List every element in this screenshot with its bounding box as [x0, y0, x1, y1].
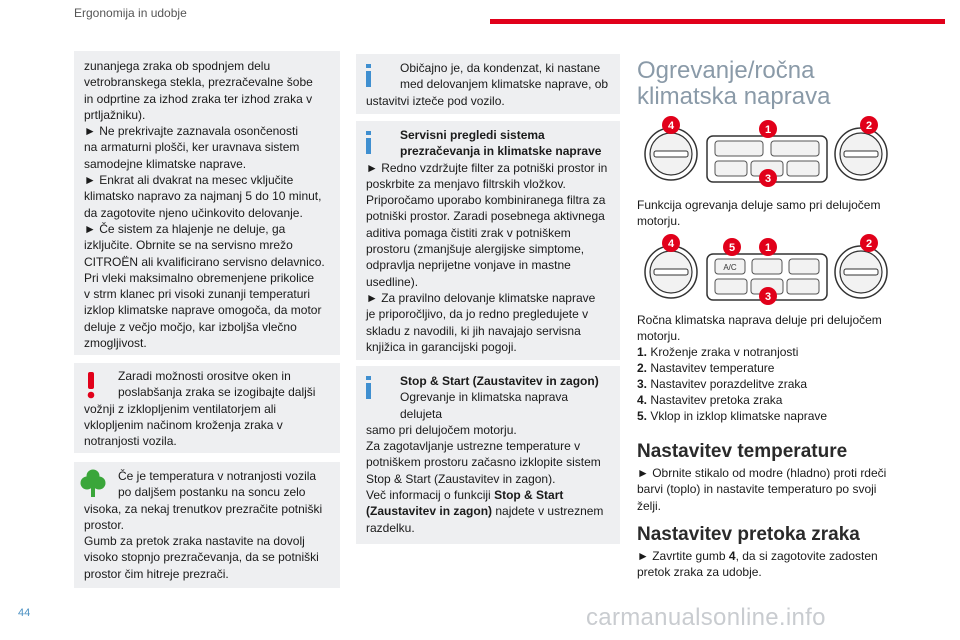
- temperature-heading: Nastavitev temperature: [637, 441, 848, 462]
- temperature-knob: [835, 246, 887, 298]
- page-number: 44: [18, 607, 31, 619]
- text-line: Gumb za pretok zraka nastavite na dovolj: [84, 534, 305, 549]
- text-line: vožnji z izklopljenim ventilatorjem ali: [84, 401, 277, 416]
- text-line: vetrobranskega stekla, prezračevalne šobe: [84, 75, 313, 90]
- text-line: vklopljenim načinom kroženja zraka v: [84, 417, 283, 432]
- svg-text:4: 4: [667, 238, 675, 250]
- text-line: (Zaustavitev in zagon) najdete v ustreznem: [366, 504, 604, 519]
- info-icon: [362, 62, 376, 88]
- text-line: Stop & Start (Zaustavitev in zagon).: [366, 471, 556, 486]
- ac-controls-figure: [637, 232, 895, 308]
- text-line: samodejne klimatske naprave.: [84, 156, 247, 171]
- list-item: 1. Kroženje zraka v notranjosti: [637, 345, 799, 359]
- text-line: ► Enkrat ali dvakrat na mesec vključite: [84, 173, 294, 188]
- eco-leaf-icon: [80, 468, 106, 498]
- list-item: 3. Nastavitev porazdelitve zraka: [637, 377, 808, 391]
- svg-text:3: 3: [764, 291, 772, 303]
- callout-4: [662, 116, 680, 134]
- text-line: prostor čim hitreje prezrači.: [84, 566, 229, 581]
- ac-button-label: A/C: [723, 263, 737, 272]
- svg-text:5: 5: [728, 242, 736, 254]
- text-line: Običajno je, da kondenzat, ki nastane: [400, 61, 601, 75]
- watermark: carmanualsonline.info: [586, 604, 826, 631]
- text-line: odpravlja neprijetne vonjave in mastne: [366, 258, 571, 273]
- info-title: Servisni pregledi sistema: [400, 128, 545, 142]
- condensation-info-box: [356, 54, 620, 114]
- figure2-caption: Ročna klimatska naprava deluje pri delujočem motorju.: [637, 313, 882, 344]
- text-line: prostoru (zmanjšuje alergijske simptome,: [366, 242, 585, 257]
- text-line: notranjosti vozila.: [84, 434, 177, 449]
- text-line: usedline).: [366, 274, 419, 289]
- controls-legend-list: [637, 344, 827, 424]
- info-title: prezračevanja in klimatske naprave: [400, 144, 602, 159]
- info-title: Stop & Start (Zaustavitev in zagon): [400, 374, 599, 388]
- eco-tip-box: [74, 462, 340, 588]
- text-line: ustavitvi izteče pod vozilo.: [366, 93, 505, 108]
- list-item: 4. Nastavitev pretoka zraka: [637, 393, 783, 407]
- text-line: Za zagotavljanje ustrezne temperature v: [366, 439, 581, 454]
- list-item: 5. Vklop in izklop klimatske naprave: [637, 409, 828, 423]
- warning-box: [74, 363, 340, 453]
- callout-1: [759, 238, 777, 256]
- text-line: poskrbite za menjavo filtrskih vložkov.: [366, 176, 566, 191]
- text-line: Priporočamo uporabo kombiniranega filtra za: [366, 193, 606, 208]
- text-line: ► Za pravilno delovanje klimatske naprave: [366, 290, 596, 305]
- info-icon: [362, 129, 376, 155]
- callout-1: [759, 120, 777, 138]
- text-line: prostor.: [84, 517, 125, 532]
- page-title: Ogrevanje/ročna klimatska naprava: [637, 57, 831, 110]
- air-flow-knob: [645, 128, 697, 180]
- text-line: izključite. Obrnite se na servisno mrežo: [84, 238, 293, 253]
- text-line: razdelku.: [366, 520, 415, 535]
- text-line: Pri vleki maksimalno obremenjene prikolice: [84, 270, 315, 285]
- callout-5: [723, 238, 741, 256]
- air-flow-text: ► Zavrtite gumb 4, da si zagotovite zadosten pretok zraka za udobje.: [637, 549, 878, 580]
- callout-3: [759, 169, 777, 187]
- text-line: na armaturni plošči, ker uravnava sistem: [84, 140, 300, 155]
- figure1-caption: Funkcija ogrevanja deluje samo pri delujočem motorju.: [637, 198, 881, 229]
- svg-text:1: 1: [764, 242, 772, 254]
- text-line: Zaradi možnosti orositve oken in: [118, 369, 291, 383]
- text-line: zmogljivost.: [84, 336, 147, 351]
- svg-text:4: 4: [667, 120, 675, 132]
- callout-2: [860, 116, 878, 134]
- svg-text:2: 2: [865, 120, 873, 132]
- list-item: 2. Nastavitev temperature: [637, 361, 775, 375]
- stop-start-info-box: [356, 366, 620, 544]
- header-accent-bar: [490, 19, 945, 24]
- text-line: poslabšanja zraka se izogibajte daljši: [118, 385, 316, 400]
- warning-icon: [80, 371, 102, 399]
- text-line: je priporočljivo, da jo redno pregledujete v: [366, 307, 589, 322]
- text-line: ► Redno vzdržujte filter za potniški prostor in: [366, 160, 608, 175]
- section-header: Ergonomija in udobje: [74, 6, 187, 20]
- text-line: zunanjega zraka ob spodnjem delu: [84, 59, 271, 73]
- text-line: ► Ne prekrivajte zaznavala osončenosti: [84, 124, 298, 139]
- text-line: deluje z večjo močjo, kar izboljša vlečno: [84, 319, 297, 334]
- text-line: CITROËN ali kvalificirano servisno delavnico.: [84, 254, 325, 269]
- text-line: Ogrevanje in klimatska naprava delujeta: [400, 390, 569, 421]
- svg-text:1: 1: [764, 124, 772, 136]
- air-flow-heading: Nastavitev pretoka zraka: [637, 524, 860, 545]
- climate-tips-box: [74, 51, 340, 355]
- text-line: po daljšem postanku na soncu zelo: [118, 485, 306, 500]
- text-line: klimatsko napravo za najmanj 5 do 10 minut,: [84, 189, 322, 204]
- text-line: med delovanjem klimatske naprave, ob: [400, 77, 609, 92]
- svg-text:3: 3: [764, 173, 772, 185]
- temperature-knob: [835, 128, 887, 180]
- text-line: Če je temperatura v notranjosti vozila: [118, 469, 317, 483]
- text-line: aditiva pomaga čistiti zrak v potniškem: [366, 225, 571, 240]
- svg-text:2: 2: [865, 238, 873, 250]
- text-line: Več informacij o funkciji Stop & Start: [366, 488, 564, 503]
- text-line: potniškem prostoru začasno izklopite sistem: [366, 455, 601, 470]
- callout-2: [860, 234, 878, 252]
- text-line: izklop klimatske naprave omogoča, da motor: [84, 303, 322, 318]
- text-line: potniški prostor. Zaradi posebnega aktivnega: [366, 209, 605, 224]
- air-flow-knob: [645, 246, 697, 298]
- heating-controls-figure: [637, 114, 895, 190]
- info-icon: [362, 374, 376, 400]
- callout-3: [759, 287, 777, 305]
- text-line: skladu z navodili, ki jih navajajo servisna: [366, 323, 581, 338]
- text-line: v strm klanec pri visoki zunanji temperaturi: [84, 287, 311, 302]
- text-line: prtljažniku).: [84, 107, 146, 122]
- text-line: visoka, za nekaj trenutkov prezračite potniški: [84, 501, 323, 516]
- text-line: knjižica in garancijski pogoji.: [366, 339, 517, 354]
- text-line: visoko stopnjo prezračevanja, da se potniški: [84, 550, 319, 565]
- text-line: da zagotovite njeno učinkovito delovanje.: [84, 205, 303, 220]
- temperature-text: ► Obrnite stikalo od modre (hladno) proti rdeči barvi (toplo) in nastavite temperaturo po svoji želji.: [637, 466, 887, 513]
- service-info-box: [356, 121, 620, 360]
- text-line: samo pri delujočem motorju.: [366, 422, 517, 437]
- text-line: ► Če sistem za hlajenje ne deluje, ga: [84, 221, 286, 236]
- text-line: in odprtine za izhod zraka ter izhod zraka v: [84, 91, 313, 106]
- callout-4: [662, 234, 680, 252]
